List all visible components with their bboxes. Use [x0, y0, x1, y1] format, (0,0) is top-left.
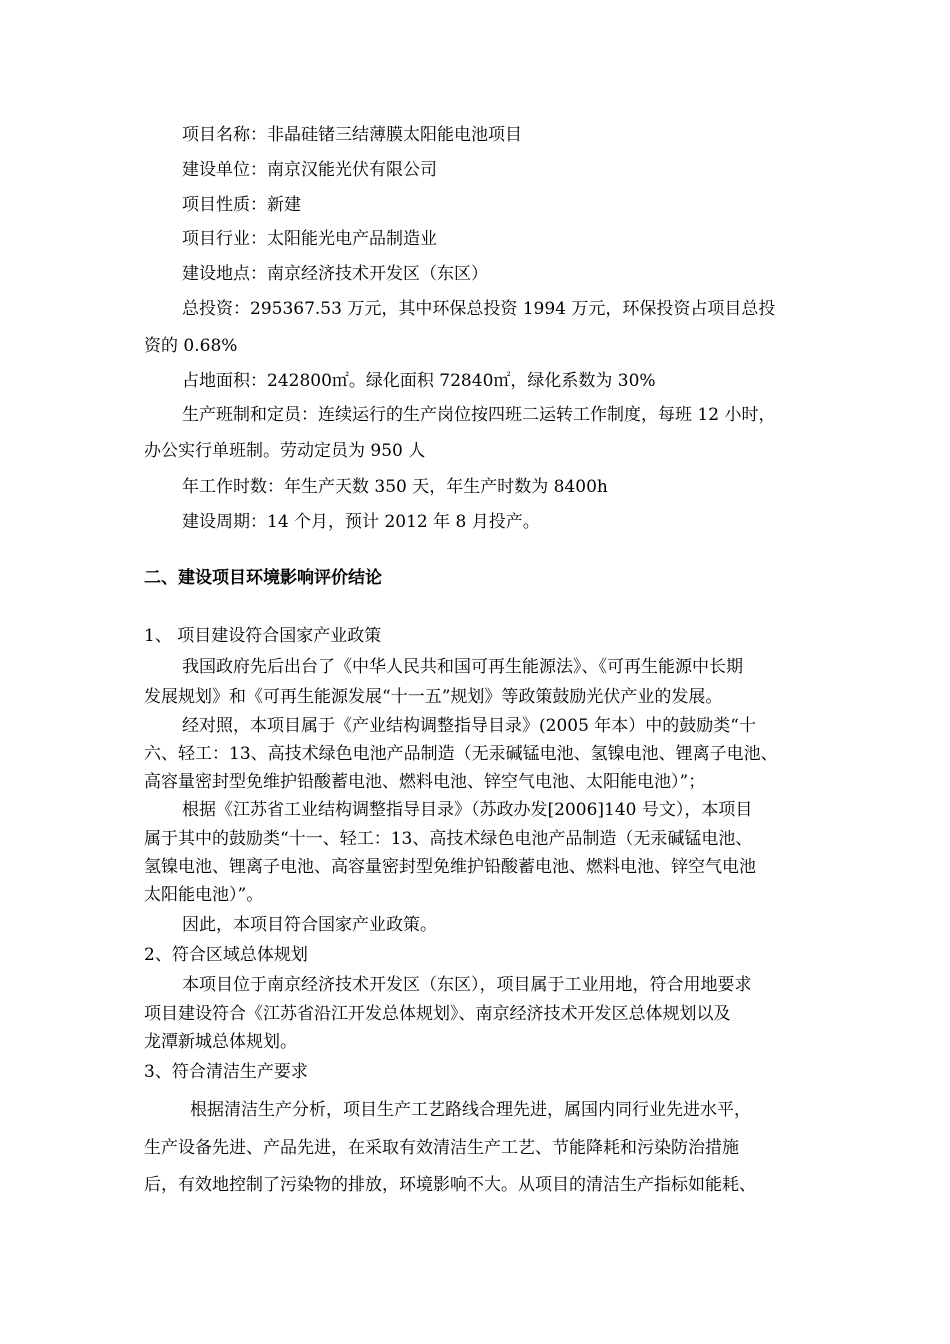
item1-paragraph: 根据《江苏省工业结构调整指导目录》（苏政办发[2006]140 号文），本项目: [182, 800, 753, 820]
section-heading: 二、建设项目环境影响评价结论: [144, 568, 382, 588]
item2-paragraph-line: 龙潭新城总体规划。: [144, 1032, 297, 1052]
item1-paragraph: 经对照，本项目属于《产业结构调整指导目录》(2005 年本）中的鼓励类“十: [182, 716, 756, 736]
item1-paragraph-line: 太阳能电池）”。: [144, 885, 264, 905]
item1-paragraph-line: 高容量密封型免维护铅酸蓄电池、燃料电池、锌空气电池、太阳能电池）”；: [144, 772, 706, 792]
item1-paragraph-line: 氢镍电池、锂离子电池、高容量密封型免维护铅酸蓄电池、燃料电池、锌空气电池: [144, 857, 756, 877]
project-industry-line: 项目行业：太阳能光电产品制造业: [182, 229, 437, 249]
item2-paragraph: 本项目位于南京经济技术开发区（东区），项目属于工业用地，符合用地要求: [182, 975, 752, 995]
project-name-line: 项目名称：非晶硅锗三结薄膜太阳能电池项目: [182, 125, 522, 145]
item2-title: 2、符合区域总体规划: [144, 945, 308, 965]
item3-paragraph-line: 后，有效地控制了污染物的排放，环境影响不大。从项目的清洁生产指标如能耗、: [144, 1175, 756, 1195]
item3-paragraph-line: 生产设备先进、产品先进，在采取有效清洁生产工艺、节能降耗和污染防治措施: [144, 1138, 739, 1158]
investment-line: 总投资：295367.53 万元，其中环保总投资 1994 万元，环保投资占项目总投: [182, 299, 776, 319]
item1-paragraph-line: 六、轻工：13、高技术绿色电池产品制造（无汞碱锰电池、氢镍电池、锂离子电池、: [144, 744, 778, 764]
construction-period-line: 建设周期：14 个月，预计 2012 年 8 月投产。: [182, 512, 540, 532]
item3-paragraph: 根据清洁生产分析，项目生产工艺路线合理先进，属国内同行业先进水平，: [190, 1100, 751, 1120]
item1-paragraph: 我国政府先后出台了《中华人民共和国可再生能源法》、《可再生能源中长期: [182, 657, 743, 677]
area-line: 占地面积：242800㎡。绿化面积 72840㎡，绿化系数为 30%: [182, 371, 656, 391]
item1-paragraph-line: 发展规划》和《可再生能源发展“十一五”规划》等政策鼓励光伏产业的发展。: [144, 687, 723, 707]
item1-title: 1、 项目建设符合国家产业政策: [144, 626, 382, 646]
item3-title: 3、符合清洁生产要求: [144, 1062, 308, 1082]
shifts-line-cont: 办公实行单班制。劳动定员为 950 人: [144, 441, 426, 461]
working-hours-line: 年工作时数：年生产天数 350 天，年生产时数为 8400h: [182, 477, 608, 497]
construction-location-line: 建设地点：南京经济技术开发区（东区）: [182, 264, 488, 284]
project-nature-line: 项目性质：新建: [182, 195, 301, 215]
item2-paragraph-line: 项目建设符合《江苏省沿江开发总体规划》、南京经济技术开发区总体规划以及: [144, 1004, 731, 1024]
investment-line-cont: 资的 0.68%: [144, 336, 238, 356]
construction-unit-line: 建设单位：南京汉能光伏有限公司: [182, 160, 437, 180]
item1-conclusion: 因此，本项目符合国家产业政策。: [182, 915, 437, 935]
shifts-line: 生产班制和定员：连续运行的生产岗位按四班二运转工作制度，每班 12 小时，: [182, 405, 776, 425]
item1-paragraph-line: 属于其中的鼓励类“十一、轻工：13、高技术绿色电池产品制造（无汞碱锰电池、: [144, 829, 753, 849]
